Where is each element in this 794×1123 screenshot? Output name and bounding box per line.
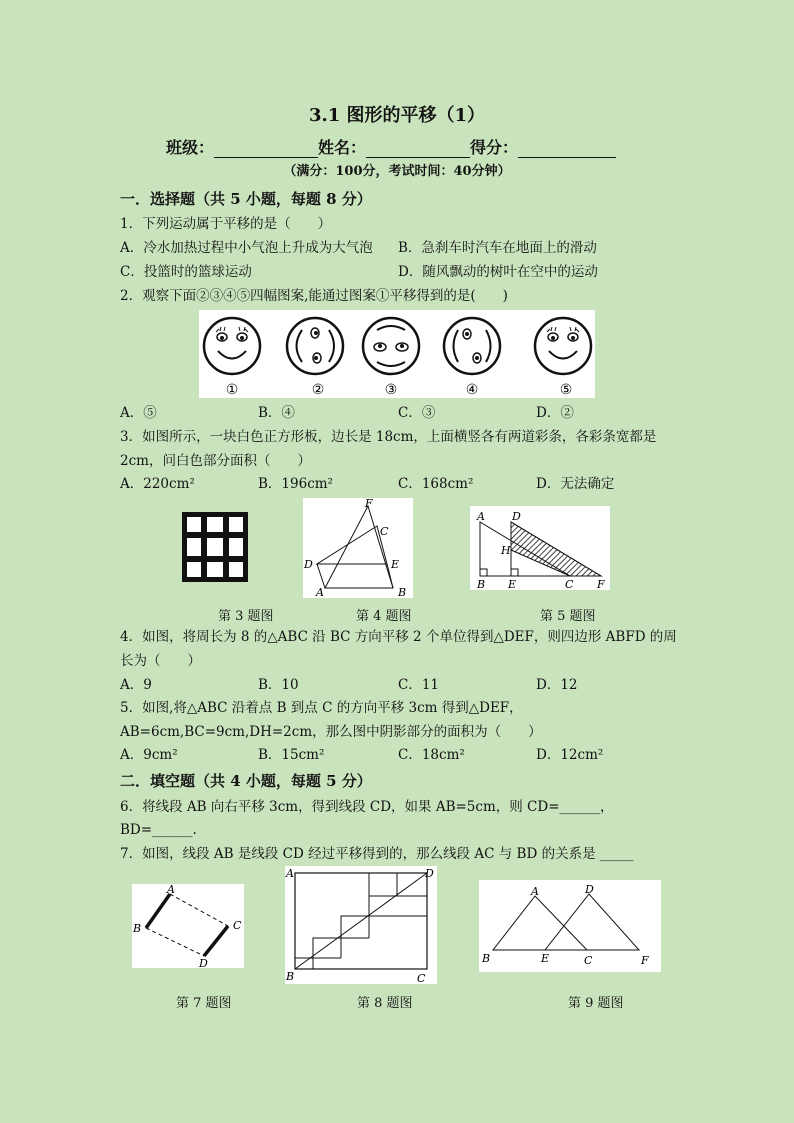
- q2-figure: [199, 310, 595, 398]
- fig4-label-a: A: [316, 586, 324, 598]
- fig5-label-b: B: [477, 578, 486, 590]
- fig7-label-c: C: [233, 919, 242, 932]
- q2-stem: 2．观察下面②③④⑤四幅图案,能通过图案①平移得到的是( ): [120, 288, 508, 304]
- q4-option-a[interactable]: A．9: [120, 677, 152, 693]
- fig9-label-e: E: [541, 952, 550, 965]
- section-2-heading: 二．填空题（共 4 小题，每题 5 分）: [120, 772, 372, 790]
- fig9-svg: [479, 880, 661, 972]
- name-blank[interactable]: [366, 141, 470, 158]
- fig8-label-b: B: [286, 970, 295, 983]
- fig4-label-e: E: [391, 558, 400, 571]
- q1-option-d[interactable]: D．随风飘动的树叶在空中的运动: [398, 264, 598, 280]
- q5-option-c[interactable]: C．18cm²: [398, 747, 465, 763]
- section-1-heading: 一．选择题（共 5 小题，每题 8 分）: [120, 190, 372, 208]
- fig8-label-c: C: [417, 972, 426, 984]
- score-blank[interactable]: [518, 141, 616, 158]
- caption-fig8: 第 8 题图: [357, 996, 413, 1011]
- fig5-triangles: [470, 506, 610, 590]
- fig7-label-b: B: [133, 922, 142, 935]
- q5-stem-line1: 5．如图,将△ABC 沿着点 B 到点 C 的方向平移 3cm 得到△DEF，: [120, 700, 523, 716]
- caption-fig5: 第 5 题图: [540, 609, 596, 624]
- fig4-label-d: D: [304, 558, 313, 571]
- caption-fig4: 第 4 题图: [356, 609, 412, 624]
- fig3-stripes-svg: [182, 512, 248, 582]
- q2-option-a[interactable]: A．⑤: [120, 405, 157, 421]
- fig4-svg: [303, 498, 413, 598]
- q6-line2: BD=______.: [120, 822, 197, 838]
- fig4-triangles: [303, 498, 413, 598]
- q2-option-d[interactable]: D．②: [536, 405, 574, 421]
- q5-option-b[interactable]: B．15cm²: [258, 747, 325, 763]
- caption-fig3: 第 3 题图: [218, 609, 274, 624]
- q1-option-c[interactable]: C．投篮时的篮球运动: [120, 264, 252, 280]
- q1-stem: 1．下列运动属于平移的是（ ）: [120, 216, 332, 232]
- face-label-4: ④: [465, 382, 479, 398]
- q3-stem-line2: 2cm，问白色部分面积（ ）: [120, 453, 311, 469]
- q3-option-b[interactable]: B．196cm²: [258, 476, 333, 492]
- score-label: 得分：: [470, 138, 519, 157]
- q5-option-a[interactable]: A．9cm²: [120, 747, 178, 763]
- fig5-svg: [470, 506, 610, 590]
- fig5-label-d: D: [512, 510, 521, 523]
- fig4-label-f: F: [365, 498, 373, 510]
- face-label-3: ③: [384, 382, 398, 398]
- fig8-label-d: D: [425, 867, 434, 880]
- q2-option-c[interactable]: C．③: [398, 405, 436, 421]
- fig5-label-c: C: [565, 578, 574, 590]
- q4-option-b[interactable]: B．10: [258, 677, 299, 693]
- fig5-label-f: F: [597, 578, 605, 590]
- fig7-label-d: D: [199, 957, 208, 968]
- fig7-segments: [132, 884, 244, 968]
- q3-stem-line1: 3．如图所示，一块白色正方形板，边长是 18cm，上面横竖各有两道彩条，各彩条宽都是: [120, 429, 657, 445]
- q1-option-a[interactable]: A．冷水加热过程中小气泡上升成为大气泡: [120, 240, 373, 256]
- face-1-icon: [204, 318, 260, 374]
- page-title: 3.1 图形的平移（1）: [308, 105, 486, 126]
- fig8-staircase: [285, 866, 437, 984]
- caption-fig9: 第 9 题图: [568, 996, 624, 1011]
- fig9-label-c: C: [584, 954, 593, 967]
- fig9-label-a: A: [531, 885, 539, 898]
- fig5-label-a: A: [477, 510, 485, 523]
- fig4-label-c: C: [380, 525, 389, 538]
- fig8-label-a: A: [286, 867, 294, 880]
- q4-stem-line2: 长为（ ）: [120, 653, 201, 669]
- smiley-faces-figure: [199, 310, 595, 398]
- fig9-label-b: B: [482, 952, 491, 965]
- fig9-triangles: [479, 880, 661, 972]
- fig8-svg: [285, 866, 437, 984]
- fig9-label-d: D: [585, 883, 594, 896]
- q4-option-c[interactable]: C．11: [398, 677, 440, 693]
- q4-stem-line1: 4．如图，将周长为 8 的△ABC 沿 BC 方向平移 2 个单位得到△DEF，则四边形 ABFD 的周: [120, 629, 677, 645]
- fig5-label-e: E: [508, 578, 517, 590]
- q5-stem-line2: AB=6cm,BC=9cm,DH=2cm，那么图中阴影部分的面积为（ ）: [120, 724, 542, 740]
- q2-option-b[interactable]: B．④: [258, 405, 295, 421]
- header-line: [166, 135, 616, 158]
- fig7-label-a: A: [167, 884, 175, 896]
- q4-option-d[interactable]: D．12: [536, 677, 578, 693]
- face-5-icon: [535, 318, 591, 374]
- class-blank[interactable]: [214, 141, 318, 158]
- q3-option-c[interactable]: C．168cm²: [398, 476, 474, 492]
- fig7-svg: [132, 884, 244, 968]
- face-label-5: ⑤: [559, 382, 573, 398]
- class-label: 班级：: [166, 138, 215, 157]
- face-3-icon: [363, 318, 419, 374]
- face-2-icon: [287, 318, 343, 374]
- fig3-grid: [182, 512, 248, 582]
- q3-option-d[interactable]: D．无法确定: [536, 476, 615, 492]
- q6-line1: 6．将线段 AB 向右平移 3cm，得到线段 CD，如果 AB=5cm，则 CD=______，: [120, 799, 614, 815]
- q3-option-a[interactable]: A．220cm²: [120, 476, 195, 492]
- exam-info: （满分：100分，考试时间：40分钟）: [283, 164, 511, 179]
- q5-option-d[interactable]: D．12cm²: [536, 747, 604, 763]
- face-label-2: ②: [311, 382, 325, 398]
- q1-option-b[interactable]: B．急刹车时汽车在地面上的滑动: [398, 240, 597, 256]
- fig9-label-f: F: [641, 954, 649, 967]
- name-label: 姓名：: [318, 138, 367, 157]
- face-label-1: ①: [225, 382, 239, 398]
- caption-fig7: 第 7 题图: [176, 996, 232, 1011]
- fig4-label-b: B: [398, 586, 407, 598]
- face-4-icon: [444, 318, 500, 374]
- fig5-label-h: H: [501, 544, 511, 557]
- q7-stem: 7．如图，线段 AB 是线段 CD 经过平移得到的，那么线段 AC 与 BD 的关系是 _____: [120, 846, 634, 862]
